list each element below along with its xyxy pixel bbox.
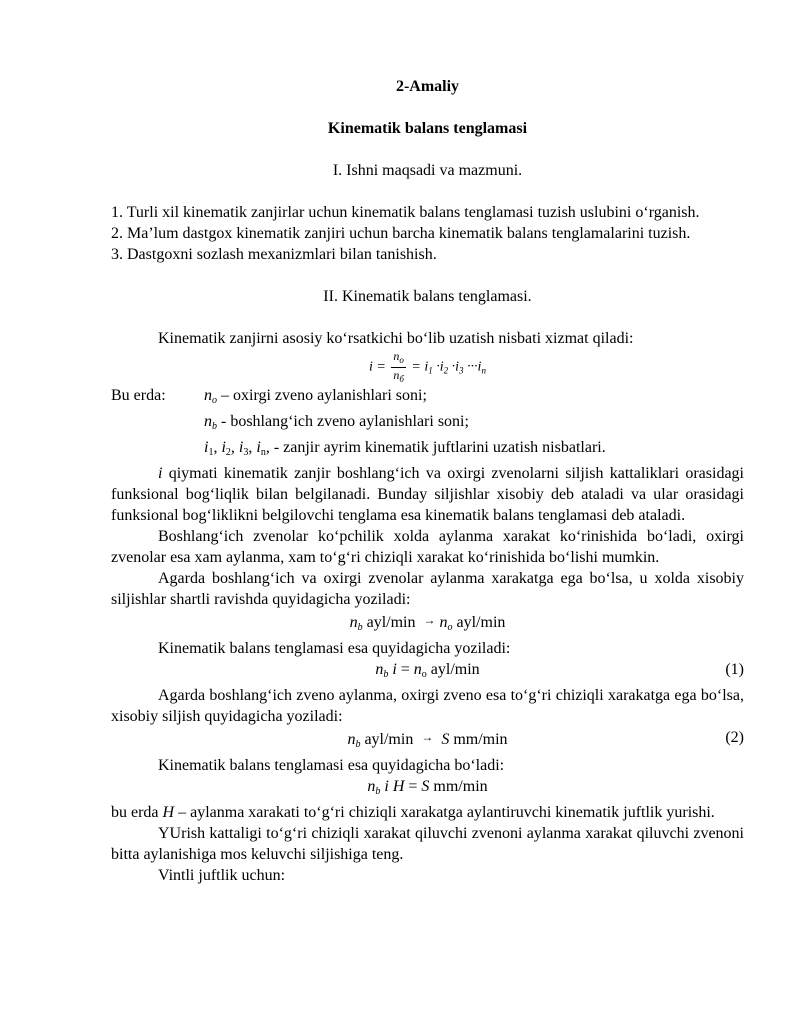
paragraph-bu-erda-h: bu erda H – aylanma xarakati to‘g‘ri chiziqli xarakatga aylantiruvchi kinematik juftlik yurishi.: [111, 804, 715, 821]
section-heading-1: I. Ishni maqsadi va mazmuni.: [332, 162, 523, 179]
definition-row-i: $i_1$, $i_2$, $i_3$, $i_n$, - zanjir ayrim kinematik juftlarini uzatish nisbatlari.: [204, 439, 606, 458]
intro-paragraph: Kinematik zanjirni asosiy ko‘rsatkichi bo‘lib uzatish nisbati xizmat qiladi:: [158, 330, 634, 347]
paragraph-vintli: Vintli juftlik uchun:: [158, 867, 286, 884]
arrow-icon: →: [423, 613, 436, 627]
formula-rhs: = i: [411, 359, 429, 375]
page-title: 2-Amaliy: [395, 78, 460, 95]
goal-item-2: 2. Ma’lum dastgox kinematik zanjiri uchun barcha kinematik balans tenglamalarini tuzish.: [111, 225, 691, 242]
paragraph-agarda-1: Agarda boshlang‘ich va oxirgi zvenolar aylanma xarakatga ega bo‘lsa, u xolda xisobiy siljishlar shartli ravishda quyidagicha yoziladi:: [111, 570, 744, 608]
equation-number-2: (2): [725, 729, 744, 746]
paragraph-boshlang: Boshlang‘ich zvenolar ko‘pchilik xolda aylanma xarakat ko‘rinishida bo‘ladi, oxirgi zvenolar esa xam aylanma, xam to‘g‘ri chiziqli xarakat ko‘rinishida bo‘lishi mumkin.: [111, 528, 744, 566]
goal-item-1: 1. Turli xil kinematik zanjirlar uchun kinematik balans tenglamasi tuzish uslubini o‘rganish.: [111, 204, 700, 221]
arrow-icon: →: [421, 730, 434, 744]
paragraph-yurish: YUrish kattaligi to‘g‘ri chiziqli xarakat qiluvchi zvenoni aylanma xarakat qiluvchi zvenoni bitta aylanishiga mos keluvchi siljishiga teng.: [111, 825, 744, 863]
paragraph-i-value: i qiymati kinematik zanjir boshlang‘ich va oxirgi zvenolarni siljish kattaliklari orasidagi funksional bog‘liqlik bilan belgilanadi. Bunday siljishlar xisobiy deb ataladi va ular orasidagi funksional bog‘liklikni belgilovchi tenglama esa kinematik balans tenglamasi deb ataladi.: [111, 465, 744, 524]
equation-number-1: (1): [725, 661, 744, 678]
goal-item-3: 3. Dastgoxni sozlash mexanizmlari bilan tanishish.: [111, 246, 437, 263]
page-subtitle: Kinematik balans tenglamasi: [327, 120, 528, 137]
definition-row-nb: $n_b$ - boshlang‘ich zveno aylanishlari soni;: [204, 413, 469, 432]
paragraph-kinematik-2: Kinematik balans tenglamasi esa quyidagicha bo‘ladi:: [158, 757, 505, 774]
equation-rotation-rotation: $n_b$ $ayl/\min \to n_o$ ayl/min: [349, 613, 506, 633]
transmission-ratio-formula: i = $\frac{n_o}{n_б}$ = $i_1 \cdot i_2 \cdot i_3 \cdot\cdot\cdot i_n$: [369, 349, 486, 384]
paragraph-kinematik-1: Kinematik balans tenglamasi esa quyidagicha yoziladi:: [158, 640, 511, 657]
document-body: [111, 76, 744, 886]
equation-3: $n_b$ i H = S mm/min: [367, 778, 488, 797]
paragraph-agarda-2: Agarda boshlang‘ich zveno aylanma, oxirgi zveno esa to‘g‘ri chiziqli xarakatga ega bo‘lsa, xisobiy siljish quyidagicha yoziladi:: [111, 687, 744, 725]
definition-row-no: Bu erda: $n_o$ – oxirgi zveno aylanishlari soni;: [111, 385, 744, 411]
equation-1: $n_b$ $i = n_o$ ayl/min (1): [375, 661, 744, 680]
formula-fraction: $\frac{n_o}{n_б}$: [393, 349, 404, 384]
bu-erda-label: Bu erda:: [111, 387, 166, 404]
equation-2: $n_b$ ayl/min → S mm/min (2): [347, 729, 744, 750]
section-heading-2: II. Kinematik balans tenglamasi.: [323, 288, 532, 305]
formula-lhs: i =: [369, 359, 386, 375]
